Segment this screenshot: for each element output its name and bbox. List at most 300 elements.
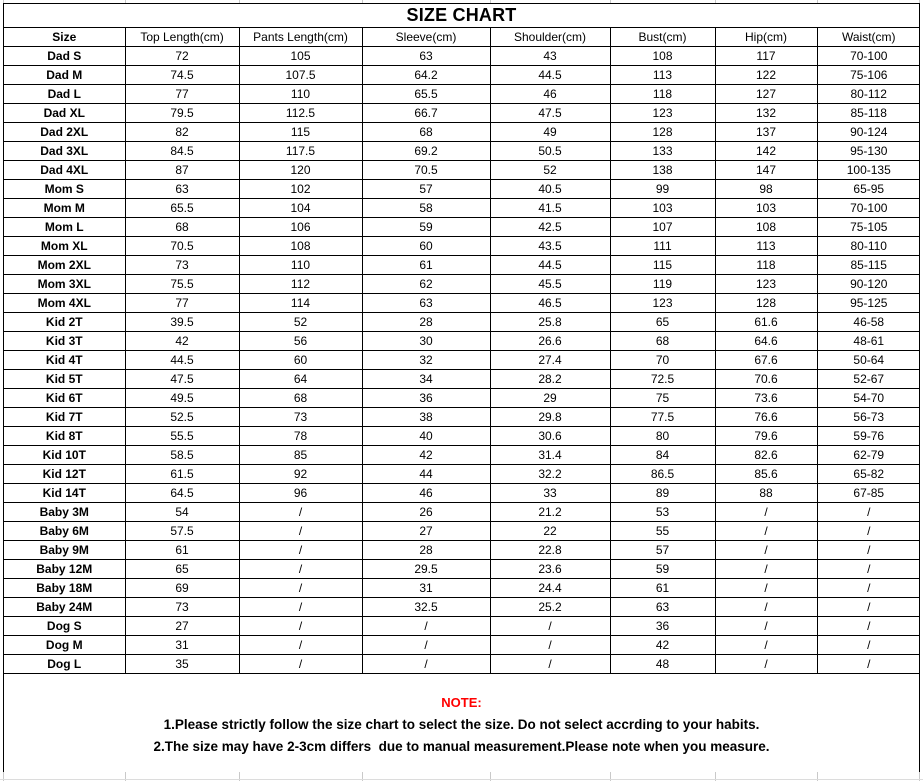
- value-cell: 65-95: [817, 180, 920, 199]
- value-cell: 64.6: [715, 332, 817, 351]
- table-row: [4, 313, 920, 332]
- value-cell: 70: [610, 351, 715, 370]
- value-cell: 138: [610, 161, 715, 180]
- value-cell: /: [817, 560, 920, 579]
- value-cell: 36: [362, 389, 490, 408]
- table-row: [4, 123, 920, 142]
- value-cell: 84.5: [125, 142, 239, 161]
- value-cell: 111: [610, 237, 715, 256]
- value-cell: 85-115: [817, 256, 920, 275]
- value-cell: 70-100: [817, 199, 920, 218]
- value-cell: 73: [125, 598, 239, 617]
- size-cell: Dad L: [4, 85, 125, 104]
- table-row: [4, 522, 920, 541]
- value-cell: /: [817, 598, 920, 617]
- value-cell: 61: [125, 541, 239, 560]
- value-cell: 56: [239, 332, 362, 351]
- size-cell: Kid 12T: [4, 465, 125, 484]
- table-row: [4, 389, 920, 408]
- value-cell: /: [490, 617, 610, 636]
- column-header: Pants Length(cm): [239, 28, 362, 47]
- value-cell: 45.5: [490, 275, 610, 294]
- table-row: [4, 560, 920, 579]
- value-cell: 47.5: [125, 370, 239, 389]
- value-cell: 113: [610, 66, 715, 85]
- value-cell: 70-100: [817, 47, 920, 66]
- value-cell: 114: [239, 294, 362, 313]
- value-cell: 61: [362, 256, 490, 275]
- value-cell: 41.5: [490, 199, 610, 218]
- table-row: [4, 598, 920, 617]
- size-cell: Baby 9M: [4, 541, 125, 560]
- table-row: [4, 427, 920, 446]
- value-cell: 59: [362, 218, 490, 237]
- value-cell: 67.6: [715, 351, 817, 370]
- value-cell: 113: [715, 237, 817, 256]
- column-header: Shoulder(cm): [490, 28, 610, 47]
- table-row: [4, 408, 920, 427]
- value-cell: 42: [610, 636, 715, 655]
- value-cell: 54-70: [817, 389, 920, 408]
- value-cell: 21.2: [490, 503, 610, 522]
- value-cell: 42: [125, 332, 239, 351]
- value-cell: 30: [362, 332, 490, 351]
- value-cell: 68: [125, 218, 239, 237]
- value-cell: 54: [125, 503, 239, 522]
- value-cell: 73.6: [715, 389, 817, 408]
- value-cell: /: [239, 522, 362, 541]
- value-cell: 128: [610, 123, 715, 142]
- value-cell: 30.6: [490, 427, 610, 446]
- value-cell: 29: [490, 389, 610, 408]
- value-cell: 110: [239, 85, 362, 104]
- value-cell: 53: [610, 503, 715, 522]
- value-cell: 49.5: [125, 389, 239, 408]
- size-cell: Kid 3T: [4, 332, 125, 351]
- table-row: [4, 47, 920, 66]
- size-cell: Kid 8T: [4, 427, 125, 446]
- value-cell: 24.4: [490, 579, 610, 598]
- value-cell: 65-82: [817, 465, 920, 484]
- value-cell: 123: [715, 275, 817, 294]
- value-cell: 108: [610, 47, 715, 66]
- value-cell: 70.5: [125, 237, 239, 256]
- value-cell: 23.6: [490, 560, 610, 579]
- size-cell: Kid 6T: [4, 389, 125, 408]
- value-cell: 34: [362, 370, 490, 389]
- table-row: [4, 636, 920, 655]
- value-cell: /: [362, 617, 490, 636]
- value-cell: 59: [610, 560, 715, 579]
- value-cell: 68: [610, 332, 715, 351]
- value-cell: 57.5: [125, 522, 239, 541]
- value-cell: 42: [362, 446, 490, 465]
- value-cell: 85-118: [817, 104, 920, 123]
- value-cell: /: [817, 655, 920, 674]
- value-cell: 100-135: [817, 161, 920, 180]
- size-cell: Mom M: [4, 199, 125, 218]
- value-cell: 72: [125, 47, 239, 66]
- size-cell: Dog M: [4, 636, 125, 655]
- size-cell: Mom L: [4, 218, 125, 237]
- value-cell: /: [239, 579, 362, 598]
- value-cell: 98: [715, 180, 817, 199]
- value-cell: 52.5: [125, 408, 239, 427]
- size-cell: Baby 18M: [4, 579, 125, 598]
- value-cell: 112: [239, 275, 362, 294]
- value-cell: /: [239, 598, 362, 617]
- note-line-1: 1.Please strictly follow the size chart to select the size. Do not select accrding to your habits.: [163, 717, 760, 732]
- value-cell: 43.5: [490, 237, 610, 256]
- value-cell: 55: [610, 522, 715, 541]
- value-cell: /: [715, 579, 817, 598]
- value-cell: 46-58: [817, 313, 920, 332]
- value-cell: 25.8: [490, 313, 610, 332]
- value-cell: 65: [125, 560, 239, 579]
- value-cell: 147: [715, 161, 817, 180]
- value-cell: /: [817, 503, 920, 522]
- value-cell: 67-85: [817, 484, 920, 503]
- value-cell: 58.5: [125, 446, 239, 465]
- value-cell: 31.4: [490, 446, 610, 465]
- value-cell: 40.5: [490, 180, 610, 199]
- table-row: [4, 218, 920, 237]
- value-cell: 122: [715, 66, 817, 85]
- column-header: Bust(cm): [610, 28, 715, 47]
- size-cell: Dad 3XL: [4, 142, 125, 161]
- size-cell: Baby 12M: [4, 560, 125, 579]
- value-cell: 44.5: [490, 256, 610, 275]
- value-cell: 88: [715, 484, 817, 503]
- value-cell: /: [817, 522, 920, 541]
- value-cell: 52: [239, 313, 362, 332]
- table-row: [4, 199, 920, 218]
- value-cell: 108: [715, 218, 817, 237]
- value-cell: 29.5: [362, 560, 490, 579]
- value-cell: 73: [239, 408, 362, 427]
- size-cell: Dog S: [4, 617, 125, 636]
- value-cell: 92: [239, 465, 362, 484]
- value-cell: 28: [362, 541, 490, 560]
- table-row: [4, 142, 920, 161]
- size-cell: Baby 6M: [4, 522, 125, 541]
- column-header: Sleeve(cm): [362, 28, 490, 47]
- value-cell: 75: [610, 389, 715, 408]
- value-cell: 127: [715, 85, 817, 104]
- value-cell: 50-64: [817, 351, 920, 370]
- value-cell: 66.7: [362, 104, 490, 123]
- size-cell: Baby 3M: [4, 503, 125, 522]
- value-cell: /: [239, 655, 362, 674]
- size-cell: Kid 7T: [4, 408, 125, 427]
- value-cell: 60: [362, 237, 490, 256]
- value-cell: 63: [610, 598, 715, 617]
- size-cell: Kid 10T: [4, 446, 125, 465]
- value-cell: 65: [610, 313, 715, 332]
- value-cell: 90-120: [817, 275, 920, 294]
- value-cell: /: [239, 503, 362, 522]
- value-cell: 77.5: [610, 408, 715, 427]
- size-cell: Kid 14T: [4, 484, 125, 503]
- column-header: Size: [4, 28, 125, 47]
- value-cell: 132: [715, 104, 817, 123]
- size-cell: Mom 4XL: [4, 294, 125, 313]
- value-cell: /: [817, 541, 920, 560]
- value-cell: 115: [239, 123, 362, 142]
- value-cell: 84: [610, 446, 715, 465]
- size-cell: Mom 3XL: [4, 275, 125, 294]
- value-cell: 70.5: [362, 161, 490, 180]
- value-cell: 32: [362, 351, 490, 370]
- value-cell: /: [817, 617, 920, 636]
- value-cell: 117.5: [239, 142, 362, 161]
- value-cell: 73: [125, 256, 239, 275]
- table-row: [4, 351, 920, 370]
- value-cell: 80-112: [817, 85, 920, 104]
- table-row: [4, 180, 920, 199]
- value-cell: 108: [239, 237, 362, 256]
- value-cell: 31: [125, 636, 239, 655]
- value-cell: 128: [715, 294, 817, 313]
- value-cell: /: [362, 636, 490, 655]
- value-cell: 46: [490, 85, 610, 104]
- value-cell: 38: [362, 408, 490, 427]
- value-cell: 70.6: [715, 370, 817, 389]
- table-row: [4, 541, 920, 560]
- value-cell: 39.5: [125, 313, 239, 332]
- value-cell: 103: [610, 199, 715, 218]
- size-cell: Dad XL: [4, 104, 125, 123]
- value-cell: 117: [715, 47, 817, 66]
- value-cell: 62: [362, 275, 490, 294]
- value-cell: 115: [610, 256, 715, 275]
- value-cell: 90-124: [817, 123, 920, 142]
- value-cell: 76.6: [715, 408, 817, 427]
- size-cell: Mom S: [4, 180, 125, 199]
- value-cell: 32.2: [490, 465, 610, 484]
- value-cell: 47.5: [490, 104, 610, 123]
- value-cell: 87: [125, 161, 239, 180]
- value-cell: 28: [362, 313, 490, 332]
- value-cell: /: [239, 636, 362, 655]
- value-cell: 69.2: [362, 142, 490, 161]
- value-cell: 96: [239, 484, 362, 503]
- value-cell: 118: [610, 85, 715, 104]
- value-cell: 107.5: [239, 66, 362, 85]
- table-row: [4, 446, 920, 465]
- size-cell: Dad M: [4, 66, 125, 85]
- value-cell: 63: [362, 47, 490, 66]
- value-cell: 80-110: [817, 237, 920, 256]
- value-cell: /: [715, 522, 817, 541]
- value-cell: 82: [125, 123, 239, 142]
- value-cell: /: [715, 655, 817, 674]
- value-cell: 85.6: [715, 465, 817, 484]
- table-row: [4, 503, 920, 522]
- value-cell: 44: [362, 465, 490, 484]
- value-cell: 63: [125, 180, 239, 199]
- value-cell: 112.5: [239, 104, 362, 123]
- size-cell: Kid 4T: [4, 351, 125, 370]
- table-row: [4, 332, 920, 351]
- value-cell: 69: [125, 579, 239, 598]
- value-cell: 85: [239, 446, 362, 465]
- table-row: [4, 617, 920, 636]
- value-cell: 137: [715, 123, 817, 142]
- value-cell: 123: [610, 104, 715, 123]
- table-row: [4, 161, 920, 180]
- value-cell: 52-67: [817, 370, 920, 389]
- value-cell: 75.5: [125, 275, 239, 294]
- value-cell: /: [715, 503, 817, 522]
- value-cell: 77: [125, 294, 239, 313]
- value-cell: /: [715, 541, 817, 560]
- table-row: [4, 66, 920, 85]
- value-cell: 26: [362, 503, 490, 522]
- column-header: Waist(cm): [817, 28, 920, 47]
- value-cell: 64: [239, 370, 362, 389]
- value-cell: 89: [610, 484, 715, 503]
- note-line-2: 2.The size may have 2-3cm differs due to manual measurement.Please note when you measure.: [153, 739, 770, 754]
- page-title: SIZE CHART: [4, 4, 919, 28]
- value-cell: 27.4: [490, 351, 610, 370]
- value-cell: 74.5: [125, 66, 239, 85]
- value-cell: 32.5: [362, 598, 490, 617]
- column-header: Hip(cm): [715, 28, 817, 47]
- value-cell: 82.6: [715, 446, 817, 465]
- size-cell: Baby 24M: [4, 598, 125, 617]
- size-cell: Dad 2XL: [4, 123, 125, 142]
- value-cell: 26.6: [490, 332, 610, 351]
- value-cell: 59-76: [817, 427, 920, 446]
- value-cell: 133: [610, 142, 715, 161]
- table-row: [4, 370, 920, 389]
- value-cell: 63: [362, 294, 490, 313]
- value-cell: 25.2: [490, 598, 610, 617]
- value-cell: 61: [610, 579, 715, 598]
- size-cell: Dad 4XL: [4, 161, 125, 180]
- value-cell: 61.5: [125, 465, 239, 484]
- table-row: [4, 275, 920, 294]
- value-cell: 77: [125, 85, 239, 104]
- size-chart-sheet: [3, 3, 920, 781]
- value-cell: 110: [239, 256, 362, 275]
- value-cell: 120: [239, 161, 362, 180]
- value-cell: 118: [715, 256, 817, 275]
- value-cell: 42.5: [490, 218, 610, 237]
- value-cell: 49: [490, 123, 610, 142]
- value-cell: /: [490, 655, 610, 674]
- value-cell: 68: [239, 389, 362, 408]
- value-cell: 57: [610, 541, 715, 560]
- size-table: [4, 28, 920, 674]
- value-cell: 105: [239, 47, 362, 66]
- value-cell: 55.5: [125, 427, 239, 446]
- value-cell: /: [715, 598, 817, 617]
- value-cell: 57: [362, 180, 490, 199]
- value-cell: 35: [125, 655, 239, 674]
- value-cell: 22.8: [490, 541, 610, 560]
- value-cell: 46: [362, 484, 490, 503]
- value-cell: 102: [239, 180, 362, 199]
- value-cell: 46.5: [490, 294, 610, 313]
- value-cell: 68: [362, 123, 490, 142]
- value-cell: 119: [610, 275, 715, 294]
- size-cell: Kid 2T: [4, 313, 125, 332]
- value-cell: 27: [125, 617, 239, 636]
- table-body: [4, 47, 920, 674]
- value-cell: 44.5: [490, 66, 610, 85]
- value-cell: /: [817, 636, 920, 655]
- value-cell: 48: [610, 655, 715, 674]
- value-cell: 33: [490, 484, 610, 503]
- value-cell: 106: [239, 218, 362, 237]
- value-cell: /: [715, 636, 817, 655]
- value-cell: 52: [490, 161, 610, 180]
- value-cell: 104: [239, 199, 362, 218]
- table-row: [4, 465, 920, 484]
- value-cell: 72.5: [610, 370, 715, 389]
- value-cell: 44.5: [125, 351, 239, 370]
- value-cell: 95-130: [817, 142, 920, 161]
- value-cell: 65.5: [125, 199, 239, 218]
- value-cell: 79.6: [715, 427, 817, 446]
- value-cell: 103: [715, 199, 817, 218]
- value-cell: 50.5: [490, 142, 610, 161]
- value-cell: 29.8: [490, 408, 610, 427]
- value-cell: 79.5: [125, 104, 239, 123]
- value-cell: 64.2: [362, 66, 490, 85]
- table-row: [4, 85, 920, 104]
- value-cell: 40: [362, 427, 490, 446]
- table-row: [4, 655, 920, 674]
- value-cell: /: [490, 636, 610, 655]
- value-cell: 123: [610, 294, 715, 313]
- bottom-gridline: [0, 779, 923, 780]
- value-cell: 78: [239, 427, 362, 446]
- column-header: Top Length(cm): [125, 28, 239, 47]
- value-cell: 36: [610, 617, 715, 636]
- table-row: [4, 237, 920, 256]
- size-cell: Dad S: [4, 47, 125, 66]
- value-cell: 65.5: [362, 85, 490, 104]
- note-section: [4, 674, 919, 781]
- table-row: [4, 579, 920, 598]
- value-cell: 28.2: [490, 370, 610, 389]
- value-cell: 95-125: [817, 294, 920, 313]
- value-cell: 107: [610, 218, 715, 237]
- header-row: [4, 28, 920, 47]
- size-cell: Kid 5T: [4, 370, 125, 389]
- value-cell: 58: [362, 199, 490, 218]
- value-cell: 56-73: [817, 408, 920, 427]
- value-cell: 86.5: [610, 465, 715, 484]
- table-row: [4, 256, 920, 275]
- value-cell: /: [239, 541, 362, 560]
- table-row: [4, 294, 920, 313]
- value-cell: 43: [490, 47, 610, 66]
- value-cell: 75-106: [817, 66, 920, 85]
- value-cell: 22: [490, 522, 610, 541]
- value-cell: /: [715, 617, 817, 636]
- value-cell: 75-105: [817, 218, 920, 237]
- value-cell: 142: [715, 142, 817, 161]
- value-cell: /: [362, 655, 490, 674]
- table-row: [4, 484, 920, 503]
- value-cell: /: [817, 579, 920, 598]
- size-cell: Dog L: [4, 655, 125, 674]
- value-cell: /: [239, 560, 362, 579]
